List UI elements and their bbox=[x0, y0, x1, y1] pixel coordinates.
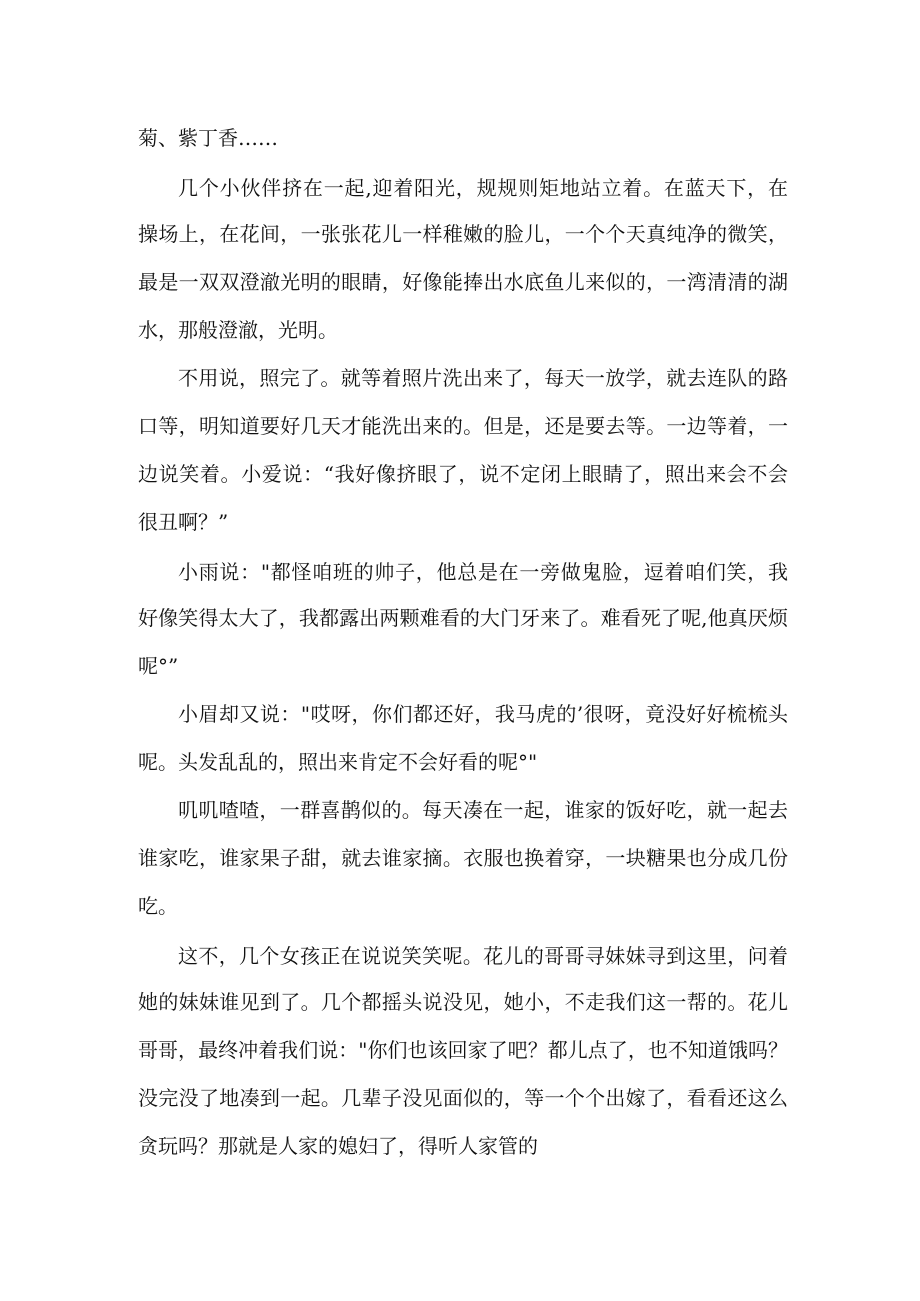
text-line: 谁家吃，谁家果子甜，就去谁家摘。衣服也换着穿，一块糖果也分成几份 bbox=[138, 846, 788, 870]
text-line: 她的妹妹谁见到了。几个都摇头说没见，她小，不走我们这一帮的。花儿 bbox=[138, 990, 788, 1014]
text-line: 小雨说："都怪咱班的帅子，他总是在一旁做鬼脸，逗着咱们笑，我 bbox=[178, 560, 788, 584]
text-line: 口等，明知道要好几天才能洗出来的。但是，还是要去等。一边等着，一 bbox=[138, 414, 788, 438]
text-line: 很丑啊？” bbox=[138, 510, 229, 534]
text-line: 菊、紫丁香…… bbox=[138, 126, 278, 150]
text-line: 边说笑着。小爱说：“我好像挤眼了，说不定闭上眼睛了，照出来会不会 bbox=[138, 462, 788, 486]
text-line: 小眉却又说："哎呀，你们都还好，我马虎的’很呀，竟没好好梳梳头 bbox=[178, 702, 788, 726]
text-line: 几个小伙伴挤在一起,迎着阳光，规规则矩地站立着。在蓝天下，在 bbox=[178, 176, 788, 200]
text-line: 呢。头发乱乱的，照出来肯定不会好看的呢°" bbox=[138, 750, 538, 774]
text-line: 这不，几个女孩正在说说笑笑呢。花儿的哥哥寻妹妹寻到这里，问着 bbox=[178, 944, 788, 968]
text-line: 叽叽喳喳，一群喜鹊似的。每天凑在一起，谁家的饭好吃，就一起去 bbox=[178, 798, 788, 822]
text-line: 贪玩吗？那就是人家的媳妇了，得听人家管的 bbox=[138, 1134, 538, 1158]
text-line: 哥哥，最终冲着我们说："你们也该回家了吧？都儿点了，也不知道饿吗？ bbox=[138, 1038, 788, 1062]
text-line: 没完没了地凑到一起。几辈子没见面似的，等一个个出嫁了，看看还这么 bbox=[138, 1086, 788, 1110]
text-line: 好像笑得太大了，我都露出两颗难看的大门牙来了。难看死了呢,他真厌烦 bbox=[138, 606, 788, 630]
text-line: 吃。 bbox=[138, 894, 178, 918]
text-line: 水，那般澄澈，光明。 bbox=[138, 318, 338, 342]
text-line: 呢°” bbox=[138, 654, 179, 678]
text-line: 操场上，在花间，一张张花儿一样稚嫩的脸儿，一个个天真纯净的微笑， bbox=[138, 222, 788, 246]
text-line: 最是一双双澄澈光明的眼睛，好像能捧出水底鱼儿来似的，一湾清清的湖 bbox=[138, 270, 788, 294]
text-line: 不用说，照完了。就等着照片洗出来了，每天一放学，就去连队的路 bbox=[178, 366, 788, 390]
